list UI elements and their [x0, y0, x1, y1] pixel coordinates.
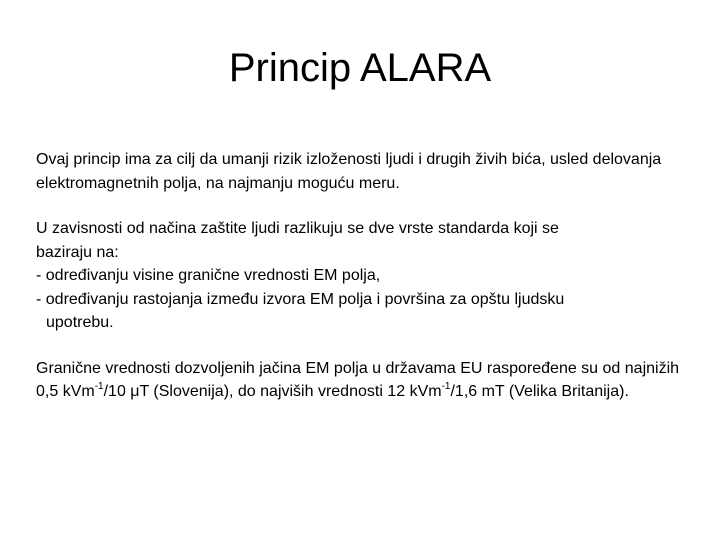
eu-limits-text-1: Granične vrednosti dozvoljenih jačina EM polja u državama EU raspoređene su od najnižih 0,5 kVm: [36, 359, 680, 400]
paragraph-eu-limits: [36, 357, 686, 404]
eu-limits-superscript-1: -1: [94, 380, 104, 392]
standards-intro-line-2: baziraju na:: [36, 243, 119, 261]
eu-limits-text-2: /10 μT (Slovenija), do najviših vrednosti 12 kVm: [103, 383, 442, 400]
eu-limits-superscript-2: -1: [441, 380, 451, 392]
paragraph-alara-definition: Ovaj princip ima za cilj da umanji rizik izloženosti ljudi i drugih živih bića, usled delovanja elektromagnetnih polja, na najmanju moguću meru.: [36, 151, 662, 192]
paragraph-gap: [36, 195, 686, 217]
eu-limits-text-3: /1,6 mT (Velika Britanija).: [450, 383, 629, 400]
slide-body: [36, 148, 686, 404]
slide-title: Princip ALARA: [228, 46, 492, 90]
standards-item-limit-values: - određivanju visine granične vrednosti EM polja,: [36, 267, 381, 284]
paragraph-standards: [36, 217, 686, 335]
paragraph-gap: [36, 335, 686, 357]
standards-item-distance-line-1: - određivanju rastojanja između izvora EM polja i površina za opštu ljudsku: [36, 290, 565, 308]
standards-item-distance-line-2: upotrebu.: [46, 314, 114, 331]
standards-intro-line-1: U zavisnosti od načina zaštite ljudi razlikuju se dve vrste standarda koji se: [36, 220, 559, 237]
